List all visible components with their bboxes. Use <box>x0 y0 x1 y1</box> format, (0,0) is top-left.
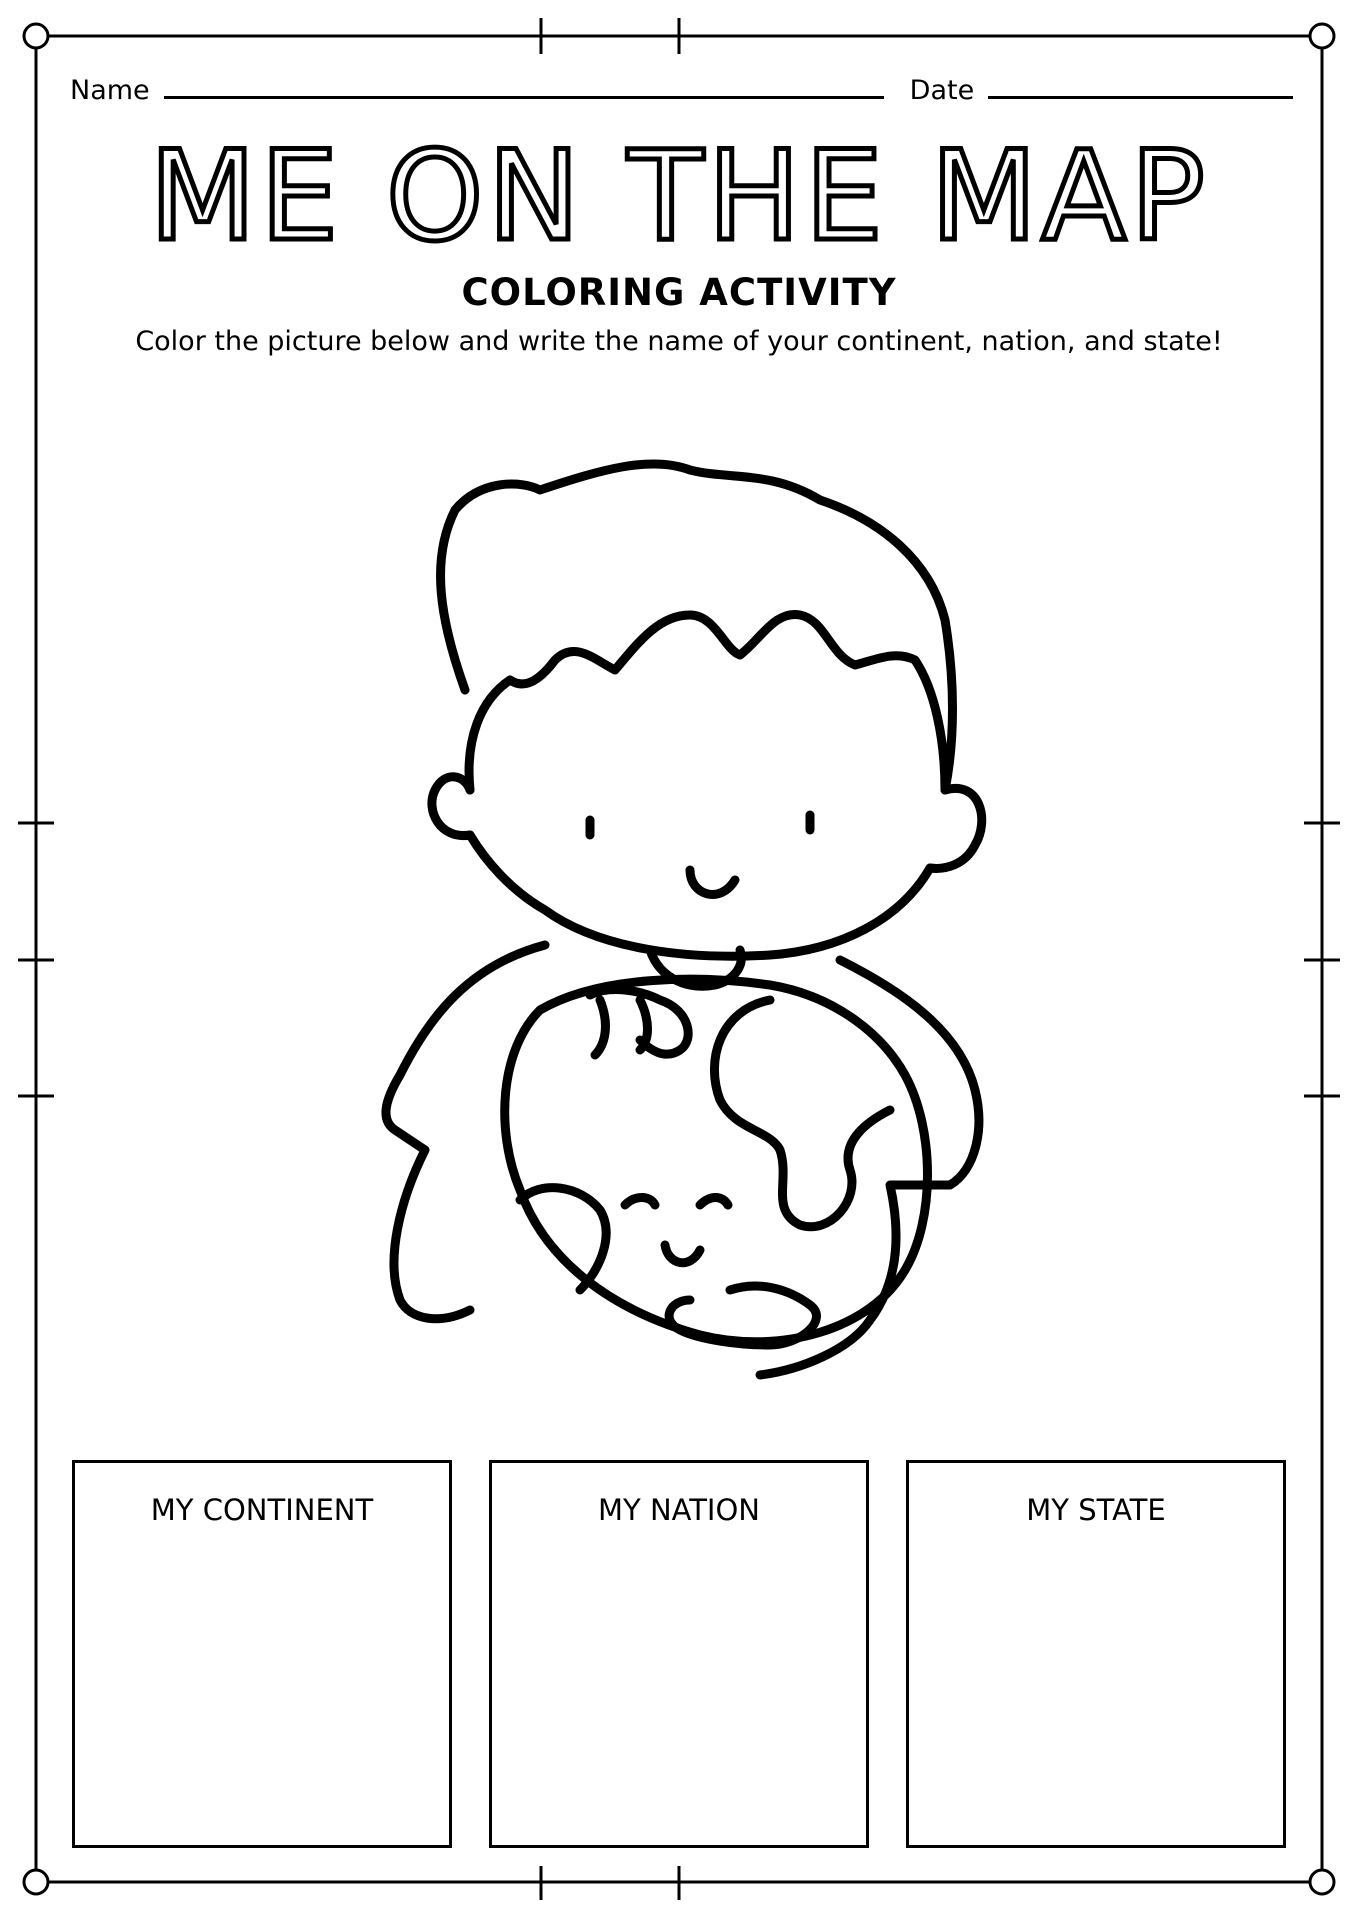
globe-outline <box>505 979 928 1342</box>
name-field[interactable] <box>164 96 884 99</box>
my-continent-write-area[interactable] <box>83 1543 441 1837</box>
child-hugging-globe-illustration <box>360 440 1000 1420</box>
name-date-row <box>70 66 1300 106</box>
my-nation-label: MY NATION <box>597 1493 761 1527</box>
bottom-hand <box>669 1286 816 1345</box>
my-state-box <box>906 1460 1286 1848</box>
head-outline <box>432 464 982 956</box>
my-continent-label: MY CONTINENT <box>150 1493 374 1527</box>
mouth <box>690 870 735 894</box>
globe-left-eye <box>625 1198 655 1206</box>
instructions-text: Color the picture below and write the name of your continent, nation, and state! <box>135 326 1223 357</box>
page-title: ME ON THE MAP <box>149 125 1209 269</box>
page-subtitle: COLORING ACTIVITY <box>461 271 897 314</box>
date-label: Date <box>909 75 975 106</box>
my-nation-write-area[interactable] <box>500 1543 858 1837</box>
name-label: Name <box>70 75 150 106</box>
globe-right-eye <box>700 1198 728 1206</box>
globe-island <box>520 1188 606 1290</box>
my-continent-box <box>72 1460 452 1848</box>
my-state-write-area[interactable] <box>917 1543 1275 1837</box>
top-hand <box>590 990 688 1055</box>
globe-mouth <box>665 1245 700 1263</box>
my-nation-box <box>489 1460 869 1848</box>
hairline <box>469 614 945 790</box>
globe-continent <box>714 1000 890 1227</box>
my-state-label: MY STATE <box>1026 1493 1166 1527</box>
date-field[interactable] <box>988 96 1293 99</box>
